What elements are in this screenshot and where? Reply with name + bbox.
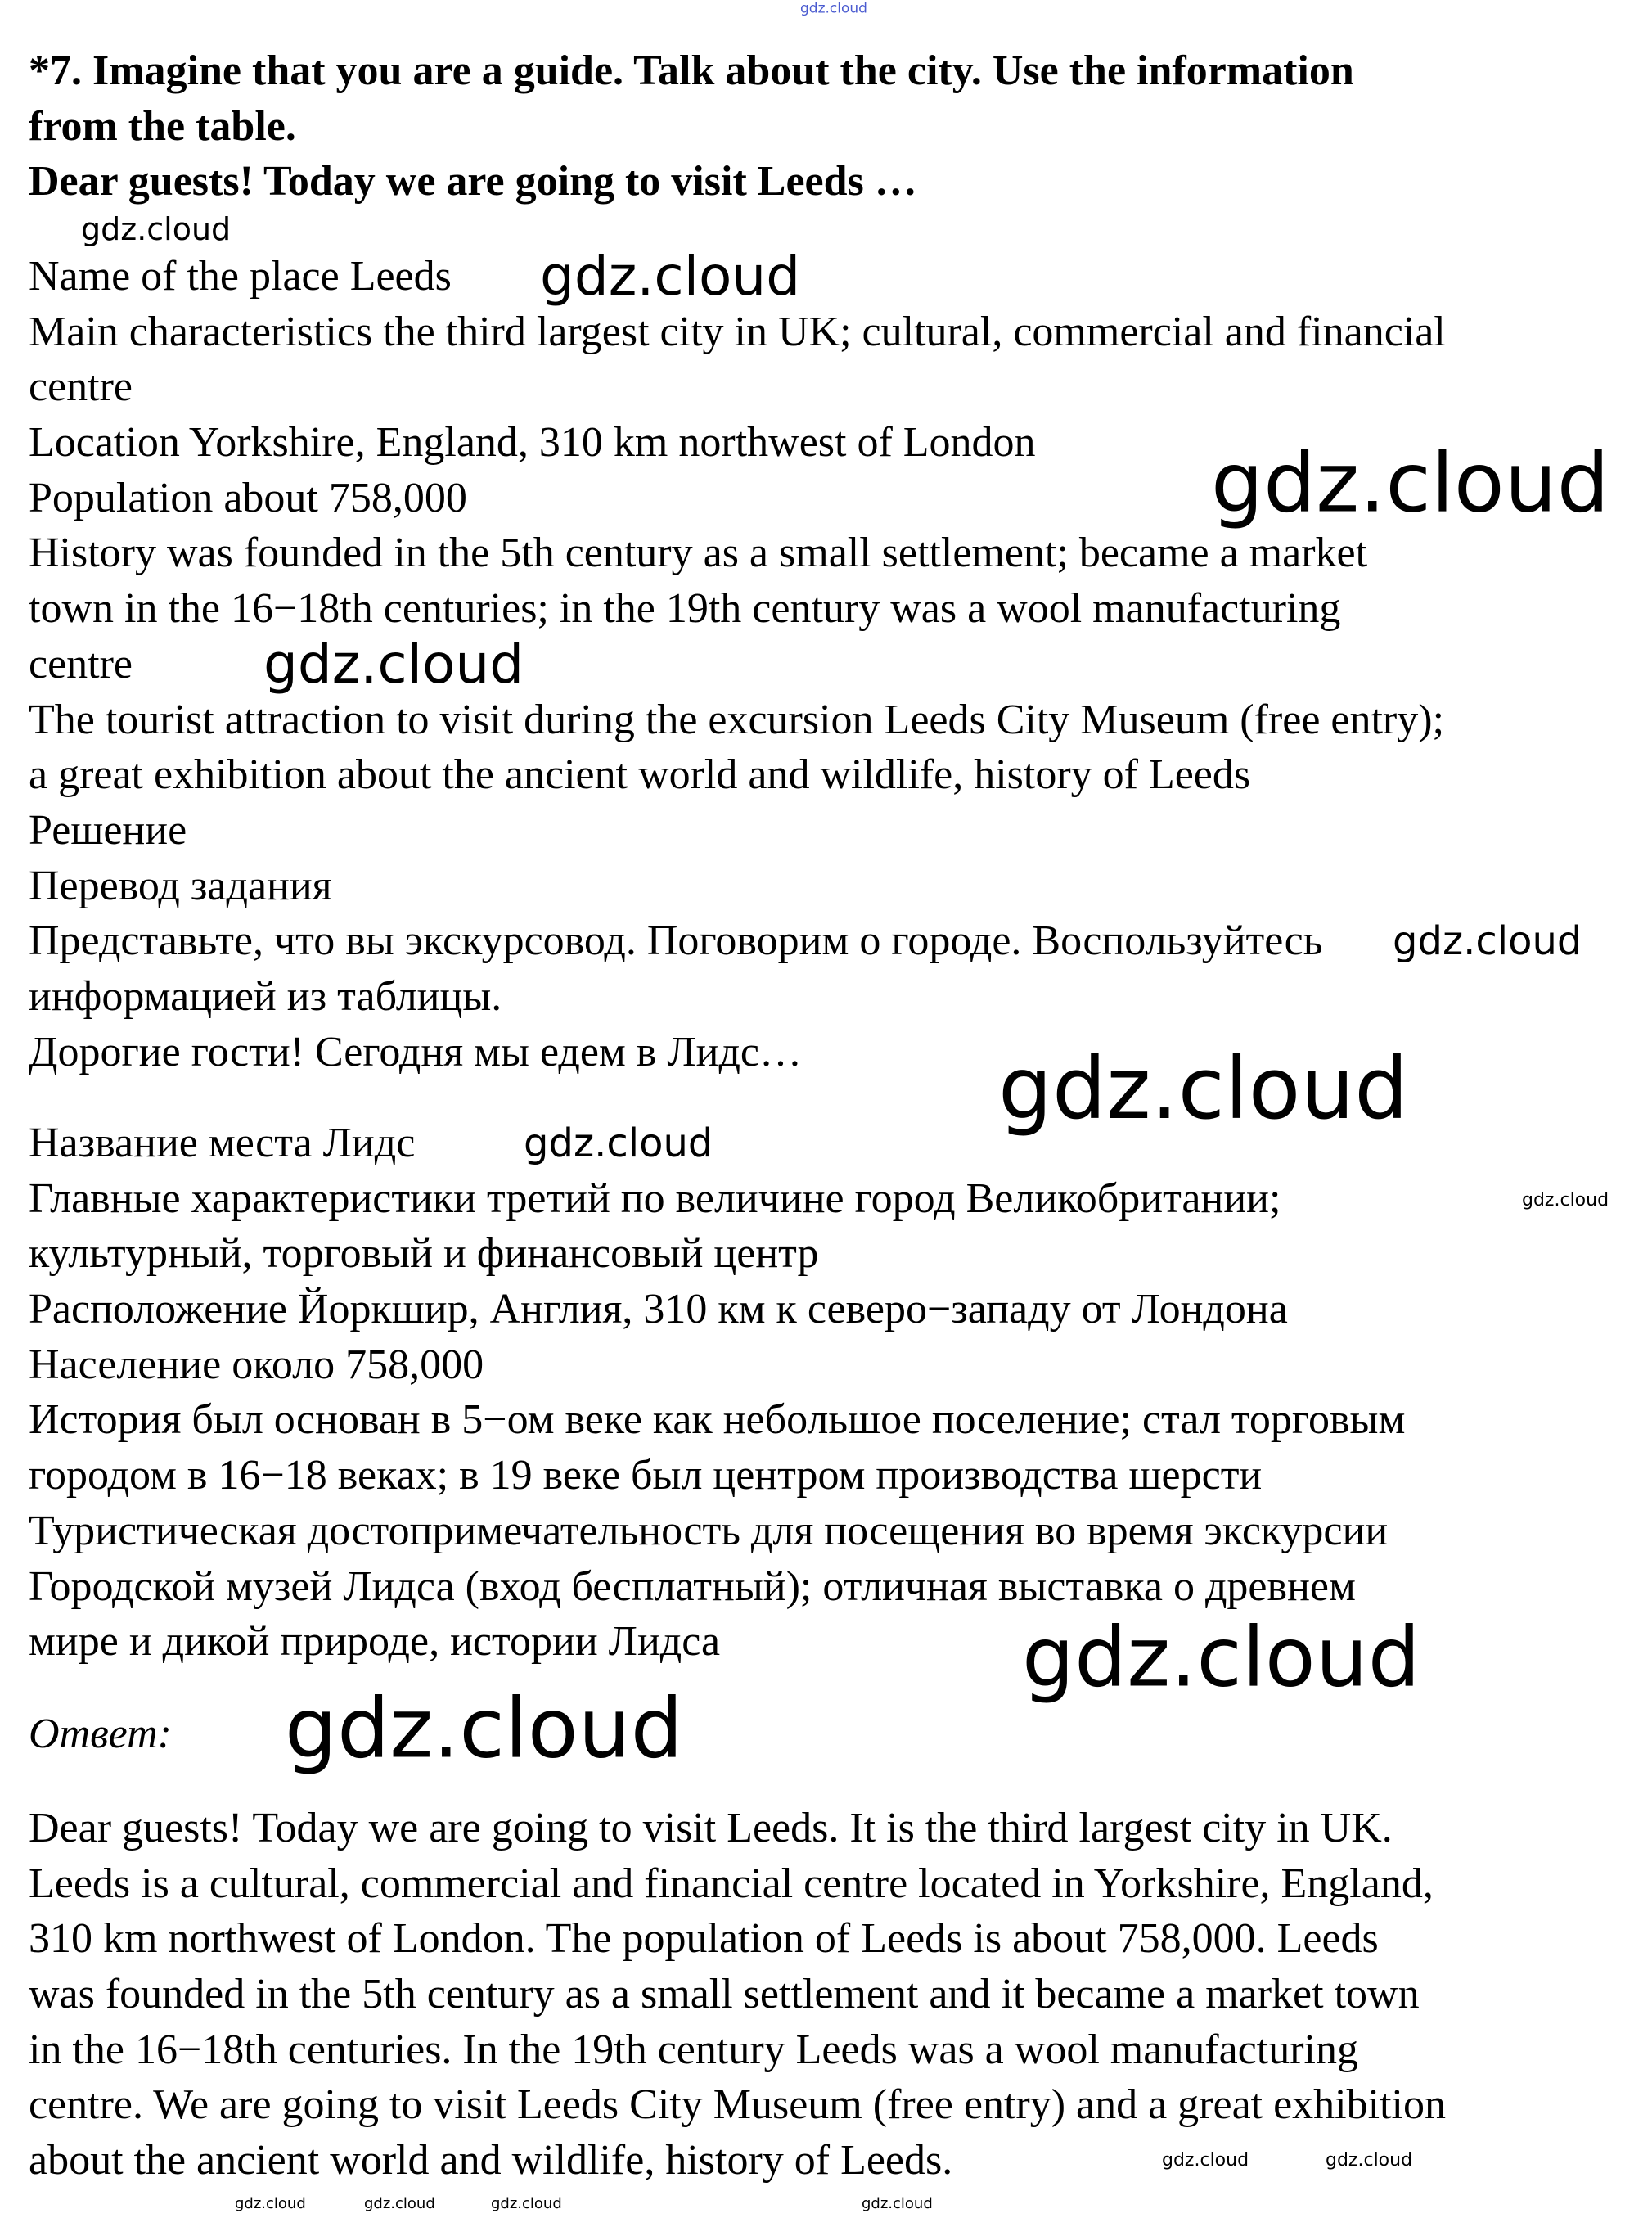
text-line: Main characteristics the third largest city in UK; cultural, commercial and financial <box>29 308 1446 355</box>
text-line: Расположение Йоркшир, Англия, 310 км к северо−западу от Лондона <box>29 1286 1288 1333</box>
answer-line: was founded in the 5th century as a small settlement and it became a market town <box>29 1971 1420 2018</box>
text-line: centre <box>29 640 133 687</box>
watermark: gdz.cloud <box>998 1039 1409 1138</box>
answer-line: in the 16−18th centuries. In the 19th century Leeds was a wool manufacturing <box>29 2026 1358 2073</box>
text-line: культурный, торговый и финансовый центр <box>29 1230 819 1278</box>
watermark: gdz.cloud <box>1162 2150 1249 2171</box>
watermark: gdz.cloud <box>862 2195 933 2212</box>
text-line: a great exhibition about the ancient world and wildlife, history of Leeds <box>29 751 1251 799</box>
answer-text <box>29 1801 1446 2189</box>
watermark: gdz.cloud <box>285 1679 683 1777</box>
task-heading <box>29 43 1354 210</box>
watermark: gdz.cloud <box>1522 1190 1609 1210</box>
text-line: The tourist attraction to visit during the excursion Leeds City Museum (free entry); <box>29 696 1445 743</box>
text-line: Название места Лидс <box>29 1120 416 1166</box>
watermark: gdz.cloud <box>491 2195 562 2212</box>
watermark: gdz.cloud <box>263 633 524 696</box>
text-line: Представьте, что вы экскурсовод. Поговорим о городе. Воспользуйтесь <box>29 917 1323 965</box>
task-line: from the table. <box>29 102 296 150</box>
watermark: gdz.cloud <box>1326 2150 1413 2171</box>
text-line: Население около 758,000 <box>29 1341 484 1388</box>
task-line: Dear guests! Today we are going to visit Leeds … <box>29 158 917 205</box>
info-table-english <box>29 245 1446 1080</box>
watermark: gdz.cloud <box>1022 1608 1420 1706</box>
watermark: gdz.cloud <box>1393 918 1582 964</box>
text-line: Городской музей Лидса (вход бесплатный); отличная выставка о древнем <box>29 1562 1356 1610</box>
text-line: Population about 758,000 <box>29 474 467 521</box>
task-line: *7. Imagine that you are a guide. Talk about the city. Use the information <box>29 47 1354 94</box>
translation-heading: Перевод задания <box>29 862 332 909</box>
answer-line: centre. We are going to visit Leeds City Museum (free entry) and a great exhibition <box>29 2081 1446 2129</box>
text-line: town in the 16−18th centuries; in the 19th century was a wool manufacturing <box>29 585 1341 633</box>
watermark: gdz.cloud <box>235 2195 306 2212</box>
text-line: информацией из таблицы. <box>29 972 502 1020</box>
info-table-russian <box>29 1116 1405 1670</box>
answer-line: about the ancient world and wildlife, history of Leeds. <box>29 2137 953 2184</box>
text-line: История был основан в 5−ом веке как небольшое поселение; стал торговым <box>29 1396 1406 1444</box>
answer-line: 310 km northwest of London. The population of Leeds is about 758,000. Leeds <box>29 1915 1379 1963</box>
watermark: gdz.cloud <box>800 0 867 17</box>
solution-heading: Решение <box>29 806 187 854</box>
watermark: gdz.cloud <box>364 2195 435 2212</box>
text-line: Name of the place Leeds <box>29 253 452 300</box>
text-line: Главные характеристики третий по величине город Великобритании; <box>29 1174 1281 1222</box>
watermark: gdz.cloud <box>540 245 801 308</box>
answer-line: Dear guests! Today we are going to visit Leeds. It is the third largest city in UK. <box>29 1805 1393 1851</box>
watermark: gdz.cloud <box>1211 434 1609 531</box>
text-line: Туристическая достопримечательность для посещения во время экскурсии <box>29 1507 1389 1554</box>
answer-line: Leeds is a cultural, commercial and financial centre located in Yorkshire, England, <box>29 1860 1434 1907</box>
watermark: gdz.cloud <box>524 1120 713 1166</box>
text-line: мире и дикой природе, истории Лидса <box>29 1618 721 1666</box>
text-line: Дорогие гости! Сегодня мы едем в Лидс… <box>29 1028 802 1075</box>
text-line: centre <box>29 363 133 411</box>
text-line: History was founded in the 5th century as a small settlement; became a market <box>29 530 1368 577</box>
text-line: Location Yorkshire, England, 310 km northwest of London <box>29 419 1036 467</box>
watermark: gdz.cloud <box>81 211 232 247</box>
answer-label: Ответ: <box>29 1711 172 1757</box>
text-line: городом в 16−18 веках; в 19 веке был центром производства шерсти <box>29 1452 1263 1499</box>
